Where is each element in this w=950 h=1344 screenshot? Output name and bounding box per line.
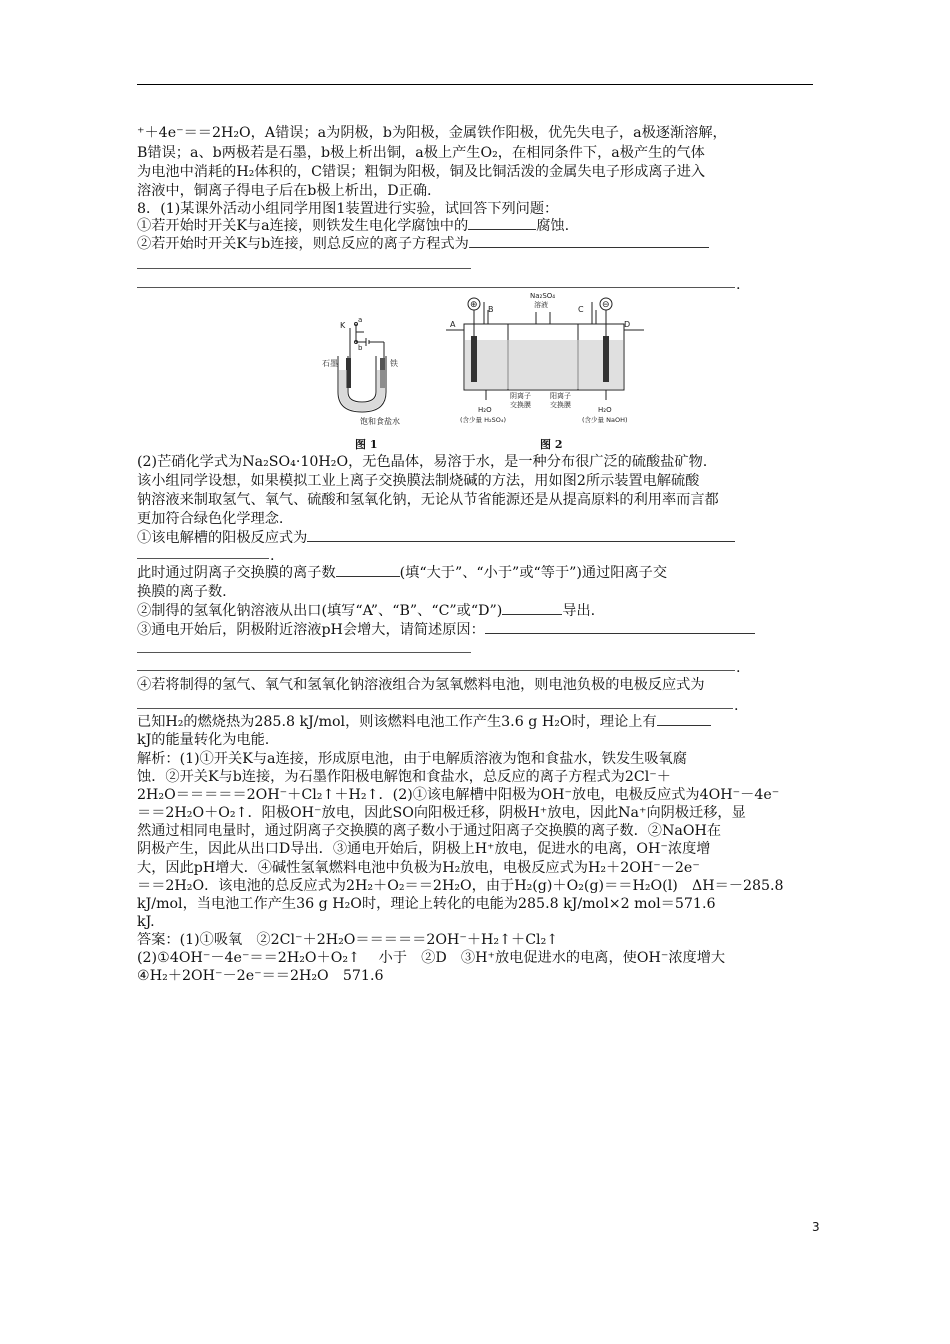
outlet-d-label: D <box>624 320 631 329</box>
text-line: 该小组同学设想，如果模拟工业上离子交换膜法制烧碱的方法，用如图2所示装置电解硫酸 <box>137 473 700 489</box>
question-text: ①该电解槽的阳极反应式为 <box>137 530 308 546</box>
text-line: B错误；a、b两极若是石墨，b极上析出铜，a极上产生O₂，在相同条件下，a极产生的气体 <box>137 145 705 161</box>
question-text: 此时通过阴离子交换膜的离子数 <box>137 565 336 581</box>
answer-blank[interactable] <box>137 287 735 288</box>
analysis-line: kJ/mol，当电池工作产生36 g H₂O时，理论上转化的电能为285.8 kJ/mol×2 mol＝571.6 <box>137 896 716 912</box>
analysis-line: 然通过相同电量时，通过阴离子交换膜的离子数小于通过阳离子交换膜的离子数．②NaOH在 <box>137 823 722 839</box>
iron-label: 铁 <box>390 359 398 368</box>
outlet-c-label: C <box>578 305 584 314</box>
text-line: 溶液中，铜离子得电子后在b极上析出，D正确. <box>137 183 432 199</box>
answer-blank[interactable] <box>307 529 735 542</box>
figure-2-caption: 图 2 <box>540 438 563 451</box>
answer-blank[interactable] <box>485 621 755 634</box>
switch-label: K <box>340 321 346 330</box>
question-text: ②制得的氢氧化钠溶液从出口(填写“A”、“B”、“C”或“D”) <box>137 603 503 619</box>
answer-blank[interactable] <box>468 217 536 230</box>
question-8-2-2 <box>137 602 595 620</box>
text-line: ⁺＋4e⁻＝＝2H₂O，A错误；a为阴极，b为阳极，金属铁作阳极，优先失电子，a极逐渐溶解， <box>137 125 727 141</box>
answer-blank[interactable] <box>137 708 733 709</box>
graphite-label: 石墨 <box>322 359 338 368</box>
analysis-line: 2H₂O＝＝＝＝＝2OH⁻＋Cl₂↑＋H₂↑．(2)①该电解槽中阳极为OH⁻放电，电极反应式为4OH⁻－4e⁻ <box>137 787 780 803</box>
header-rule <box>137 84 813 85</box>
anode-water-note: (含少量 H₂SO₄) <box>460 416 506 424</box>
answer-blank[interactable] <box>137 670 735 671</box>
analysis-line: 蚀．②开关K与b连接，为石墨作阳极电解饱和食盐水，总反应的离子方程式为2Cl⁻＋ <box>137 769 671 785</box>
figure-2-diagram <box>446 290 646 432</box>
inlet-label-2: 溶液 <box>534 301 548 309</box>
analysis-line: ＝＝2H₂O．该电池的总反应式为2H₂＋O₂＝＝2H₂O，由于H₂(g)＋O₂(g)＝＝H₂O(l) ΔH＝－285.8 <box>137 878 784 894</box>
analysis-line: ＝＝2H₂O＋O₂↑．阳极OH⁻放电，因此SO向阳极迁移，阴极H⁺放电，因此Na⁺向阴极迁移，显 <box>137 805 746 821</box>
answer-blank[interactable] <box>657 713 711 726</box>
figure-1-diagram <box>320 300 450 430</box>
outlet-b-label: B <box>488 305 494 314</box>
cation-membrane-label-2: 交换膜 <box>550 401 571 409</box>
text-line: (2)芒硝化学式为Na₂SO₄·10H₂O，无色晶体，易溶于水，是一种分布很广泛的硫酸盐矿物. <box>137 454 708 470</box>
answer-line: (2)①4OH⁻－4e⁻＝＝2H₂O＋O₂↑ 小于 ②D ③H⁺放电促进水的电离，使OH⁻浓度增大 <box>137 950 726 966</box>
figure-1-caption: 图 1 <box>355 438 378 451</box>
analysis-line: 大，因此pH增大．④碱性氢氧燃料电池中负极为H₂放电，电极反应式为H₂＋2OH⁻－2e⁻ <box>137 860 700 876</box>
text-line: 换膜的离子数. <box>137 584 227 600</box>
analysis-line: kJ. <box>137 914 155 930</box>
anion-membrane-label-2: 交换膜 <box>510 401 531 409</box>
period: . <box>736 660 741 676</box>
question-text: 已知H₂的燃烧热为285.8 kJ/mol，则该燃料电池工作产生3.6 g H₂O时，理论上有 <box>137 714 657 730</box>
negative-terminal-icon: ⊖ <box>602 300 610 310</box>
question-text: (填“大于”、“小于”或“等于”)通过阳离子交 <box>399 565 668 581</box>
cathode-water-label: H₂O <box>598 406 612 414</box>
question-text: 腐蚀. <box>536 218 570 234</box>
period: . <box>736 277 741 293</box>
anode-water-label: H₂O <box>478 406 492 414</box>
terminal-b-label: b <box>358 344 363 352</box>
anode-electrode <box>471 336 477 382</box>
answer-blank[interactable] <box>137 652 471 653</box>
analysis-line: 阴极产生，因此从出口D导出．③通电开始后，阴极上H⁺放电，促进水的电离，OH⁻浓度增 <box>137 841 711 857</box>
question-text: 导出. <box>562 603 596 619</box>
answer-blank[interactable] <box>137 268 471 269</box>
question-text: ①若开始时开关K与a连接，则铁发生电化学腐蚀中的 <box>137 218 469 234</box>
answer-blank[interactable] <box>469 235 709 248</box>
terminal-a-label: a <box>358 316 363 324</box>
cathode-electrode <box>603 336 609 382</box>
answer-blank[interactable] <box>137 558 269 559</box>
cation-membrane-label: 阳离子 <box>550 392 571 400</box>
positive-terminal-icon: ⊕ <box>470 300 478 310</box>
answer-blank[interactable] <box>336 564 400 577</box>
text-line: 更加符合绿色化学理念. <box>137 511 284 527</box>
answer-line: ④H₂＋2OH⁻－2e⁻＝＝2H₂O 571.6 <box>137 968 384 984</box>
question-8-1-2 <box>137 235 709 253</box>
solution-label: 饱和食盐水 <box>360 417 400 426</box>
anion-membrane-label: 阴离子 <box>510 392 531 400</box>
question-8-2-1b <box>137 564 667 582</box>
answer-line: 答案：(1)①吸氧 ②2Cl⁻＋2H₂O＝＝＝＝＝2OH⁻＋H₂↑＋Cl₂↑ <box>137 932 559 948</box>
question-8-2-4b <box>137 713 711 731</box>
period: . <box>734 698 739 714</box>
answer-blank[interactable] <box>502 602 562 615</box>
outlet-a-label: A <box>450 320 456 329</box>
question-text: ②若开始时开关K与b连接，则总反应的离子方程式为 <box>137 236 469 252</box>
analysis-line: 解析：(1)①开关K与a连接，形成原电池，由于电解质溶液为饱和食盐水，铁发生吸氧腐 <box>137 751 687 767</box>
question-8-1-1 <box>137 217 569 235</box>
text-line: kJ的能量转化为电能. <box>137 732 270 748</box>
cathode-water-note: (含少量 NaOH) <box>582 416 628 424</box>
text-line: 为电池中消耗的H₂体积的，C错误；粗铜为阳极，铜及比铜活泼的金属失电子形成离子进入 <box>137 164 706 180</box>
inlet-label: Na₂SO₄ <box>530 292 556 300</box>
period: . <box>270 548 275 564</box>
question-text: ③通电开始后，阴极附近溶液pH会增大，请简述原因： <box>137 622 485 638</box>
question-8-2-4: ④若将制得的氢气、氧气和氢氧化钠溶液组合为氢氧燃料电池，则电池负极的电极反应式为 <box>137 677 705 693</box>
question-8-intro: 8．(1)某课外活动小组同学用图1装置进行实验，试回答下列问题： <box>137 201 559 217</box>
question-8-2-3 <box>137 621 755 639</box>
question-8-2-1 <box>137 529 735 547</box>
text-line: 钠溶液来制取氢气、氧气、硫酸和氢氧化钠，无论从节省能源还是从提高原料的利用率而言都 <box>137 492 719 508</box>
page-number: 3 <box>812 1220 820 1234</box>
